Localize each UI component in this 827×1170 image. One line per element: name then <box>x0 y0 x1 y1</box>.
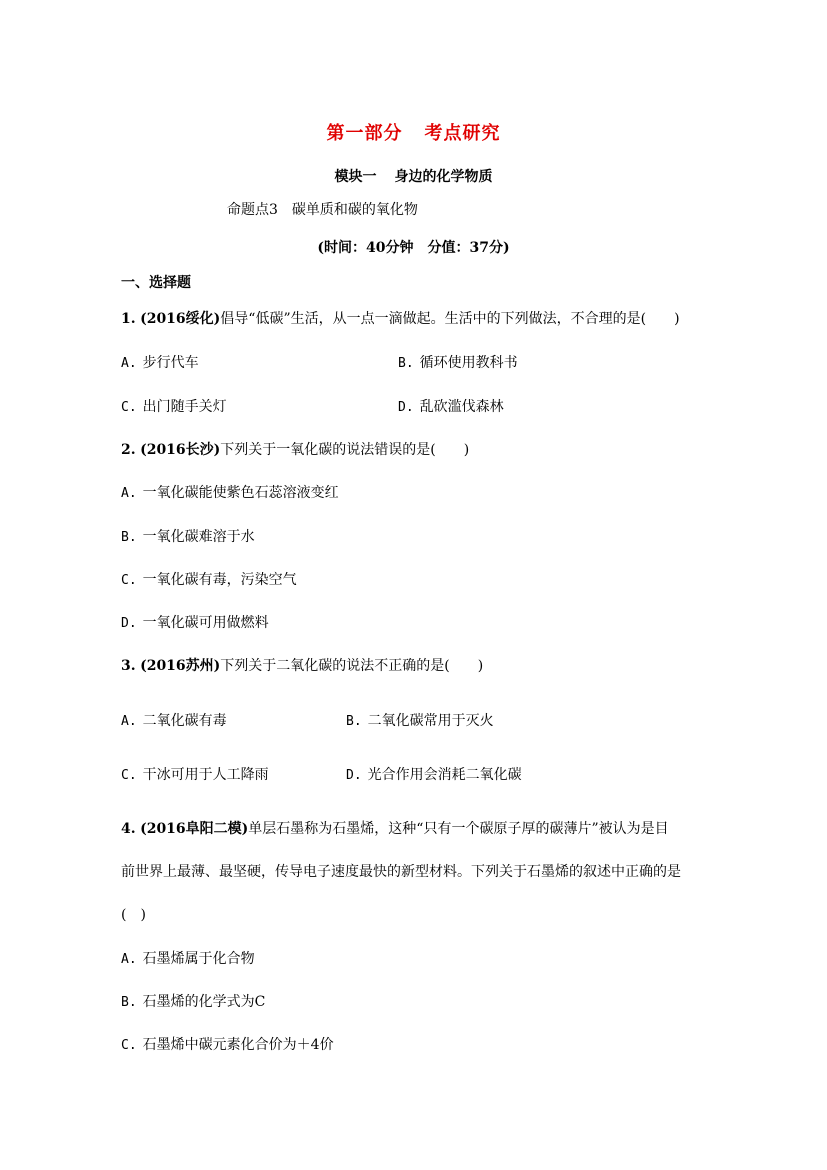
option-text: 步行代车 <box>142 355 199 371</box>
option-text: 乱砍滥伐森林 <box>419 399 504 415</box>
option-2b <box>121 526 255 546</box>
module-label: 模块一 <box>334 169 377 185</box>
option-text: 一氧化碳能使紫色石蕊溶液变红 <box>142 485 339 501</box>
part-label: 第一部分 <box>326 123 403 144</box>
option-text: 二氧化碳有毒 <box>142 713 227 729</box>
question-1 <box>121 308 680 328</box>
topic-title: 碳单质和碳的氧化物 <box>291 202 418 218</box>
option-letter: D. <box>121 616 137 631</box>
option-text: 一氧化碳有毒，污染空气 <box>142 572 297 588</box>
option-3b <box>346 710 494 730</box>
option-letter: C. <box>121 573 137 588</box>
topic-label: 命题点3 <box>227 202 278 218</box>
option-4b <box>121 991 265 1011</box>
question-text: 单层石墨称为石墨烯，这种“只有一个碳原子厚的碳薄片”被认为是目 <box>248 821 669 837</box>
question-text: 倡导“低碳”生活，从一点一滴做起。生活中的下列做法，不合理的是( ) <box>220 311 680 327</box>
option-text: 二氧化碳常用于灭火 <box>367 713 494 729</box>
option-4a <box>121 948 255 968</box>
question-source: (2016长沙) <box>140 442 221 458</box>
option-2c <box>121 569 297 589</box>
question-4-line-3: ( ) <box>121 907 146 923</box>
question-3 <box>121 655 483 675</box>
option-letter: A. <box>121 486 137 501</box>
option-letter: C. <box>121 400 137 415</box>
question-text: 下列关于一氧化碳的说法错误的是( ) <box>220 442 470 458</box>
question-number: 4. <box>121 821 136 837</box>
question-source: (2016苏州) <box>140 658 221 674</box>
option-letter: A. <box>121 714 137 729</box>
option-2d <box>121 612 269 632</box>
module-heading <box>0 166 827 186</box>
question-source: (2016绥化) <box>140 311 221 327</box>
option-text: 循环使用教科书 <box>419 355 518 371</box>
option-text: 干冰可用于人工降雨 <box>142 767 269 783</box>
option-letter: B. <box>346 714 362 729</box>
option-text: 一氧化碳难溶于水 <box>142 529 255 545</box>
question-text: 下列关于二氧化碳的说法不正确的是( ) <box>220 658 484 674</box>
option-1b <box>398 352 518 372</box>
page-title <box>0 119 827 145</box>
option-text: 出门随手关灯 <box>142 399 227 415</box>
option-letter: D. <box>398 400 414 415</box>
option-1a <box>121 352 199 372</box>
question-4 <box>121 818 669 838</box>
question-number: 2. <box>121 442 136 458</box>
question-2 <box>121 439 469 459</box>
option-text: 石墨烯属于化合物 <box>142 951 255 967</box>
option-text: 石墨烯的化学式为C <box>142 994 266 1010</box>
option-text: 光合作用会消耗二氧化碳 <box>367 767 522 783</box>
option-letter: C. <box>121 1038 137 1053</box>
section-title: 一、选择题 <box>121 275 191 291</box>
option-letter: A. <box>121 952 137 967</box>
part-title: 考点研究 <box>424 123 501 144</box>
option-4c <box>121 1034 334 1054</box>
time-info: (时间：40分钟 分值：37分) <box>317 240 510 256</box>
module-title: 身边的化学物质 <box>394 169 493 185</box>
option-letter: B. <box>398 356 414 371</box>
option-letter: C. <box>121 768 137 783</box>
question-source: (2016阜阳二模) <box>140 821 249 837</box>
option-letter: D. <box>346 768 362 783</box>
option-text: 一氧化碳可用做燃料 <box>142 615 269 631</box>
question-4-line-2: 前世界上最薄、最坚硬，传导电子速度最快的新型材料。下列关于石墨烯的叙述中正确的是 <box>121 864 681 880</box>
option-text: 石墨烯中碳元素化合价为＋4价 <box>142 1037 334 1053</box>
question-number: 3. <box>121 658 136 674</box>
option-2a <box>121 482 339 502</box>
option-3d <box>346 764 522 784</box>
question-number: 1. <box>121 311 136 327</box>
option-3a <box>121 710 227 730</box>
topic-heading <box>227 199 418 219</box>
option-3c <box>121 764 269 784</box>
option-letter: B. <box>121 995 137 1010</box>
option-1d <box>398 396 504 416</box>
option-letter: A. <box>121 356 137 371</box>
option-letter: B. <box>121 530 137 545</box>
option-1c <box>121 396 227 416</box>
